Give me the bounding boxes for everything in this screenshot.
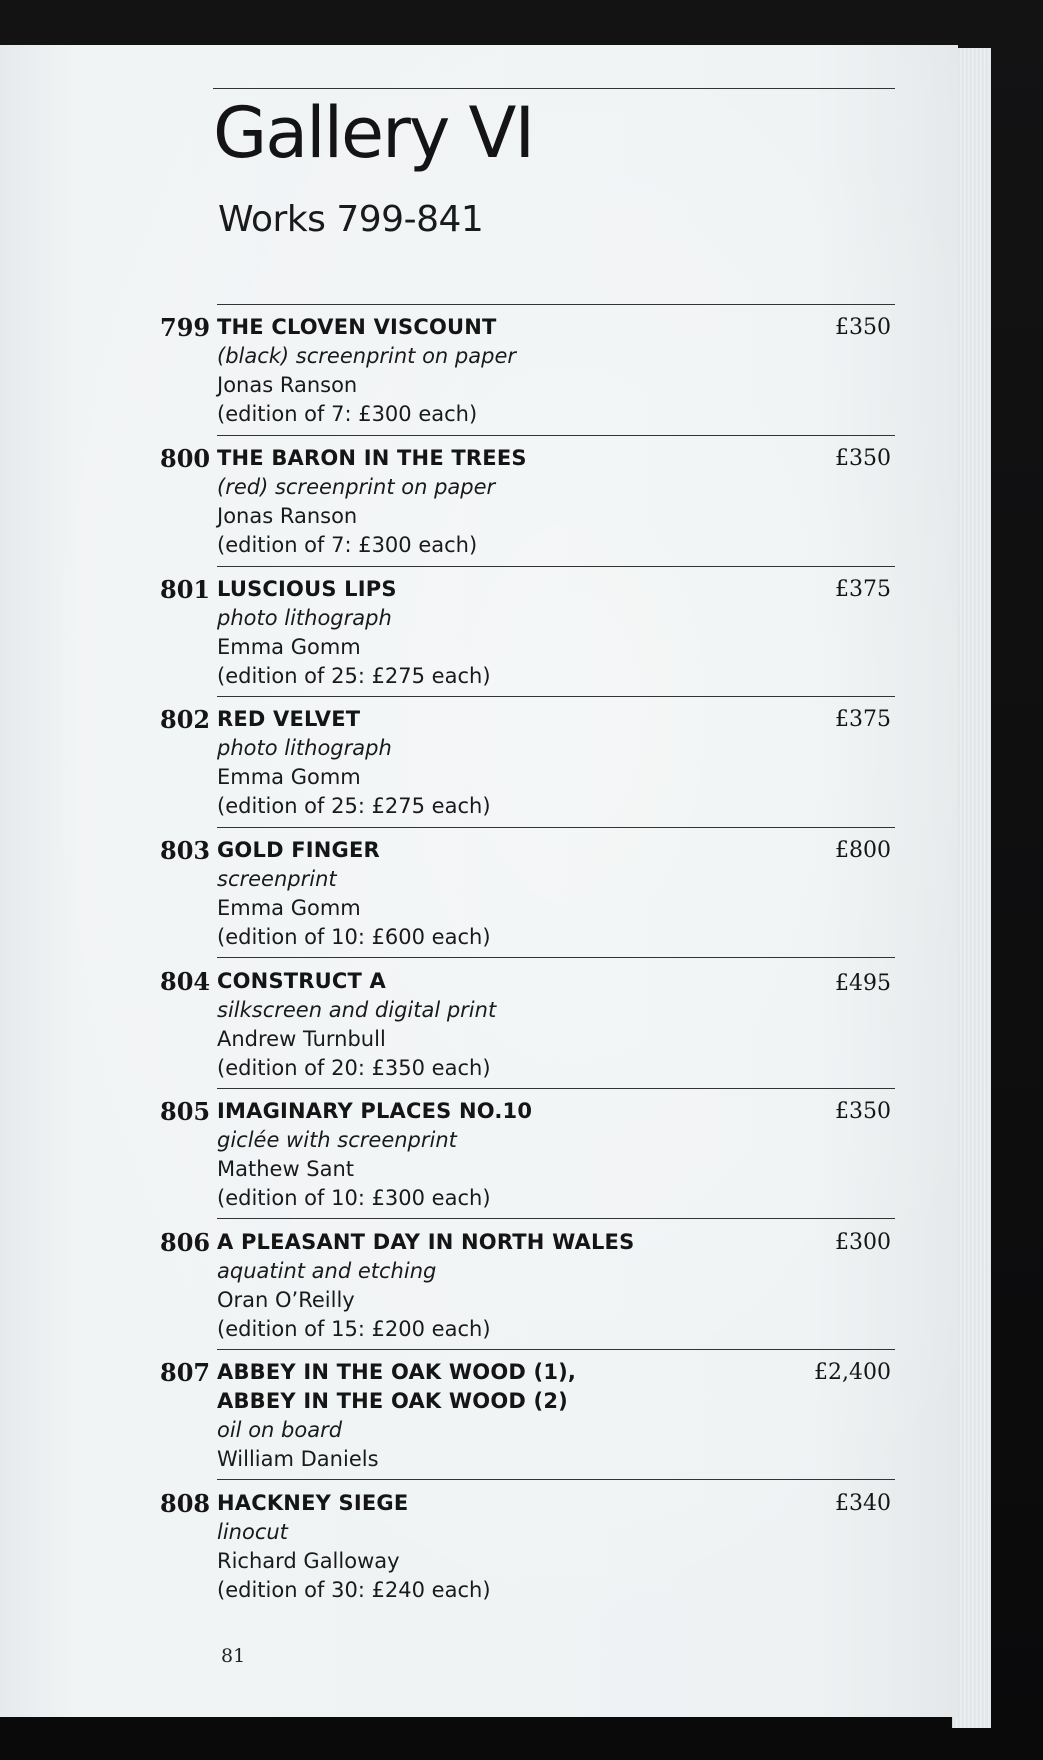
entry-number: 801 [160, 575, 211, 604]
entry-artist: Jonas Ranson [217, 504, 358, 528]
entry-number: 804 [160, 967, 211, 996]
entry-price: £800 [835, 838, 891, 863]
entry-number: 800 [160, 444, 211, 473]
entry-price: £350 [835, 1099, 891, 1124]
entry-title: RED VELVET [217, 707, 361, 731]
entry-number: 807 [160, 1358, 211, 1387]
entry-title-second-line: ABBEY IN THE OAK WOOD (2) [217, 1389, 568, 1413]
entry-divider [217, 1218, 895, 1219]
entry-medium: silkscreen and digital print [217, 998, 497, 1022]
entry-title: LUSCIOUS LIPS [217, 577, 397, 601]
entry-price: £340 [835, 1491, 891, 1516]
entry-number: 799 [160, 313, 211, 342]
entry-divider [217, 957, 895, 958]
entry-price: £495 [835, 971, 891, 996]
entry-artist: Andrew Turnbull [217, 1027, 386, 1051]
entry-title: THE BARON IN THE TREES [217, 446, 527, 470]
entry-medium: photo lithograph [217, 736, 392, 760]
entry-price: £2,400 [814, 1360, 891, 1385]
entry-edition: (edition of 25: £275 each) [217, 794, 491, 818]
entry-medium: (red) screenprint on paper [217, 475, 496, 499]
entry-price: £300 [835, 1230, 891, 1255]
entry-artist: Oran O’Reilly [217, 1288, 355, 1312]
entry-edition: (edition of 7: £300 each) [217, 402, 478, 426]
entry-title: HACKNEY SIEGE [217, 1491, 409, 1515]
page-subtitle: Works 799-841 [218, 199, 484, 240]
entry-edition: (edition of 10: £600 each) [217, 925, 491, 949]
entry-artist: Emma Gomm [217, 765, 361, 789]
entry-edition: (edition of 15: £200 each) [217, 1317, 491, 1341]
entry-price: £375 [835, 707, 891, 732]
entry-number: 808 [160, 1489, 211, 1518]
entry-medium: oil on board [217, 1418, 343, 1442]
entry-title: GOLD FINGER [217, 838, 380, 862]
entry-divider [217, 1349, 895, 1350]
entry-divider [217, 1479, 895, 1480]
entry-artist: William Daniels [217, 1447, 379, 1471]
entry-artist: Richard Galloway [217, 1549, 400, 1573]
entry-price: £350 [835, 315, 891, 340]
entry-medium: giclée with screenprint [217, 1128, 457, 1152]
entry-medium: aquatint and etching [217, 1259, 437, 1283]
entry-divider [217, 435, 895, 436]
entry-title: THE CLOVEN VISCOUNT [217, 315, 497, 339]
entry-number: 805 [160, 1097, 211, 1126]
entry-artist: Emma Gomm [217, 635, 361, 659]
page-title: Gallery VI [213, 92, 534, 174]
entry-divider [217, 1088, 895, 1089]
entry-divider [217, 304, 895, 305]
entry-artist: Mathew Sant [217, 1157, 355, 1181]
catalogue-page [0, 45, 958, 1717]
entry-medium: linocut [217, 1520, 288, 1544]
entry-edition: (edition of 30: £240 each) [217, 1578, 491, 1602]
entry-price: £350 [835, 446, 891, 471]
entry-medium: screenprint [217, 867, 337, 891]
entry-title: A PLEASANT DAY IN NORTH WALES [217, 1230, 635, 1254]
entry-divider [217, 827, 895, 828]
entry-edition: (edition of 7: £300 each) [217, 533, 478, 557]
entry-number: 803 [160, 836, 211, 865]
entry-edition: (edition of 10: £300 each) [217, 1186, 491, 1210]
entry-medium: (black) screenprint on paper [217, 344, 517, 368]
entry-title: CONSTRUCT A [217, 969, 387, 993]
entry-number: 802 [160, 705, 211, 734]
entry-price: £375 [835, 577, 891, 602]
entry-divider [217, 696, 895, 697]
entry-medium: photo lithograph [217, 606, 392, 630]
entry-title: ABBEY IN THE OAK WOOD (1), [217, 1360, 577, 1384]
entry-number: 806 [160, 1228, 211, 1257]
entry-edition: (edition of 20: £350 each) [217, 1056, 491, 1080]
entry-title: IMAGINARY PLACES NO.10 [217, 1099, 533, 1123]
entry-divider [217, 566, 895, 567]
entry-edition: (edition of 25: £275 each) [217, 664, 491, 688]
entry-artist: Emma Gomm [217, 896, 361, 920]
page-number: 81 [221, 1645, 246, 1667]
entry-artist: Jonas Ranson [217, 373, 358, 397]
